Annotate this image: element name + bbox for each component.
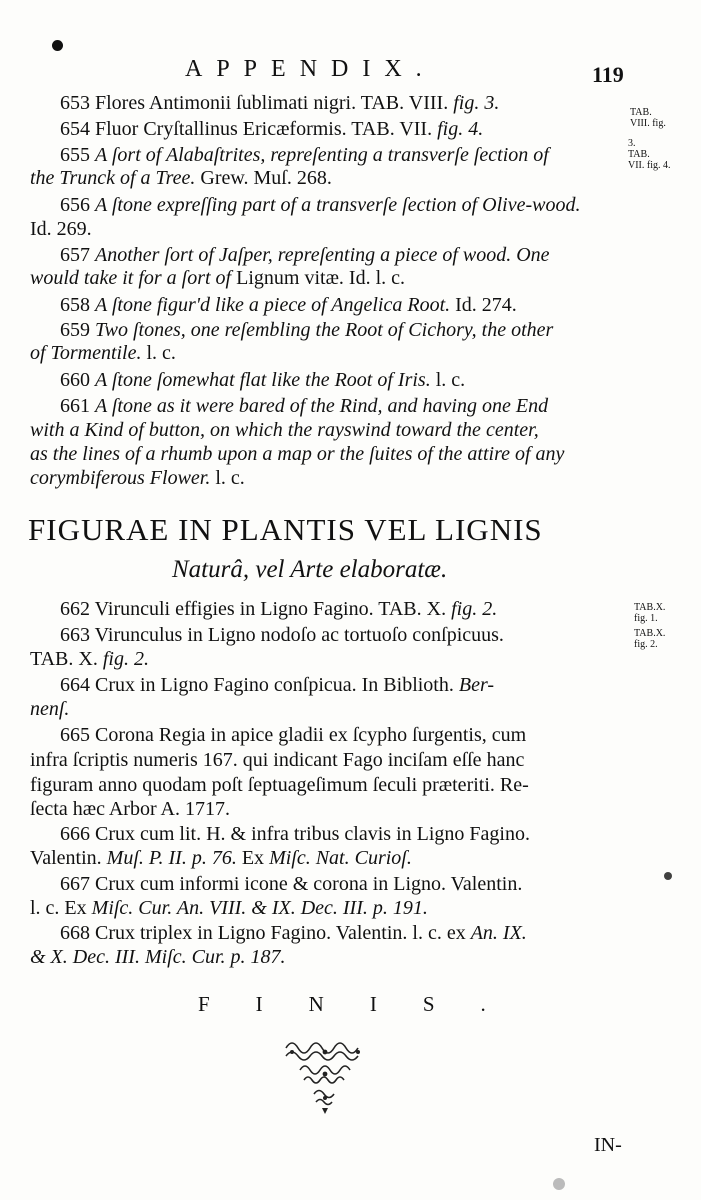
margin-note-tab-x-1: TAB.X. fig. 1. bbox=[634, 602, 666, 624]
entry-656: 656 A ſtone expreſſing part of a transverſe ſection of Olive-wood. bbox=[60, 194, 581, 216]
entry-659-cont: of Tormentile. l. c. bbox=[30, 342, 176, 364]
entry-664: 664 Crux in Ligno Fagino conſpicua. In Biblioth. Ber- bbox=[60, 674, 494, 696]
entry-668: 668 Crux triplex in Ligno Fagino. Valentin. l. c. ex An. IX. bbox=[60, 922, 527, 944]
page-number: 119 bbox=[592, 62, 624, 87]
entry-655: 655 A ſort of Alabaſtrites, repreſenting a transverſe ſection of bbox=[60, 144, 549, 166]
entry-665-cont-3: ſecta hæc Arbor A. 1717. bbox=[30, 798, 230, 820]
entry-657: 657 Another ſort of Jaſper, repreſenting a piece of wood. One bbox=[60, 244, 550, 266]
entry-663: 663 Virunculus in Ligno nodoſo ac tortuoſo conſpicuus. bbox=[60, 624, 504, 646]
entry-664-cont: nenſ. bbox=[30, 698, 70, 720]
entry-665: 665 Corona Regia in apice gladii ex ſcypho ſurgentis, cum bbox=[60, 724, 527, 746]
ink-spot bbox=[52, 40, 63, 51]
ink-spot bbox=[664, 872, 672, 880]
running-head: APPENDIX. bbox=[185, 56, 436, 82]
entry-660: 660 A ſtone ſomewhat flat like the Root of Iris. l. c. bbox=[60, 369, 466, 391]
section-heading: FIGURAE IN PLANTIS VEL LIGNIS bbox=[28, 512, 543, 547]
margin-note-tab-vii: 3. TAB. VII. fig. 4. bbox=[628, 138, 671, 171]
entry-665-cont-2: figuram anno quodam poſt ſeptuageſimum ſeculi præteriti. Re- bbox=[30, 774, 529, 796]
margin-note-tab-x-2: TAB.X. fig. 2. bbox=[634, 628, 666, 650]
entry-662: 662 Virunculi effigies in Ligno Fagino. TAB. X. fig. 2. bbox=[60, 598, 498, 620]
finis: FINIS. bbox=[198, 992, 532, 1016]
ink-spot bbox=[553, 1178, 565, 1190]
entry-658: 658 A ſtone figur'd like a piece of Angelica Root. Id. 274. bbox=[60, 294, 517, 316]
entry-666: 666 Crux cum lit. H. & infra tribus clavis in Ligno Fagino. bbox=[60, 823, 530, 845]
section-subheading: Naturâ, vel Arte elaboratæ. bbox=[172, 556, 448, 583]
entry-654: 654 Fluor Cryſtallinus Ericæformis. TAB. VII. fig. 4. bbox=[60, 118, 484, 140]
entry-668-cont: & X. Dec. III. Miſc. Cur. p. 187. bbox=[30, 946, 286, 968]
catchword: IN- bbox=[594, 1134, 622, 1156]
entry-667: 667 Crux cum informi icone & corona in Ligno. Valentin. bbox=[60, 873, 523, 895]
margin-note-tab-viii: TAB. VIII. fig. bbox=[630, 107, 666, 129]
entry-663-cont: TAB. X. fig. 2. bbox=[30, 648, 149, 670]
entry-659: 659 Two ſtones, one reſembling the Root of Cichory, the other bbox=[60, 319, 554, 341]
entry-666-cont: Valentin. Muſ. P. II. p. 76. Ex Miſc. Nat. Curioſ. bbox=[30, 847, 412, 869]
entry-661-cont-2: as the lines of a rhumb upon a map or the ſuites of the attire of any bbox=[30, 443, 565, 465]
entry-656-cont: Id. 269. bbox=[30, 218, 92, 240]
entry-661-cont-3: corymbiferous Flower. l. c. bbox=[30, 467, 245, 489]
entry-653: 653 Flores Antimonii ſublimati nigri. TAB. VIII. fig. 3. bbox=[60, 92, 500, 114]
entry-657-cont: would take it for a ſort of Lignum vitæ. Id. l. c. bbox=[30, 267, 406, 289]
printers-ornament-icon bbox=[278, 1036, 372, 1116]
entry-661-cont-1: with a Kind of button, on which the rayswind toward the center, bbox=[30, 419, 539, 441]
entry-665-cont-1: infra ſcriptis numeris 167. qui indicant Fago inciſam eſſe hanc bbox=[30, 749, 525, 771]
entry-655-cont: the Trunck of a Tree. Grew. Muſ. 268. bbox=[30, 167, 332, 189]
entry-667-cont: l. c. Ex Miſc. Cur. An. VIII. & IX. Dec. III. p. 191. bbox=[30, 897, 428, 919]
entry-661: 661 A ſtone as it were bared of the Rind, and having one End bbox=[60, 395, 549, 417]
